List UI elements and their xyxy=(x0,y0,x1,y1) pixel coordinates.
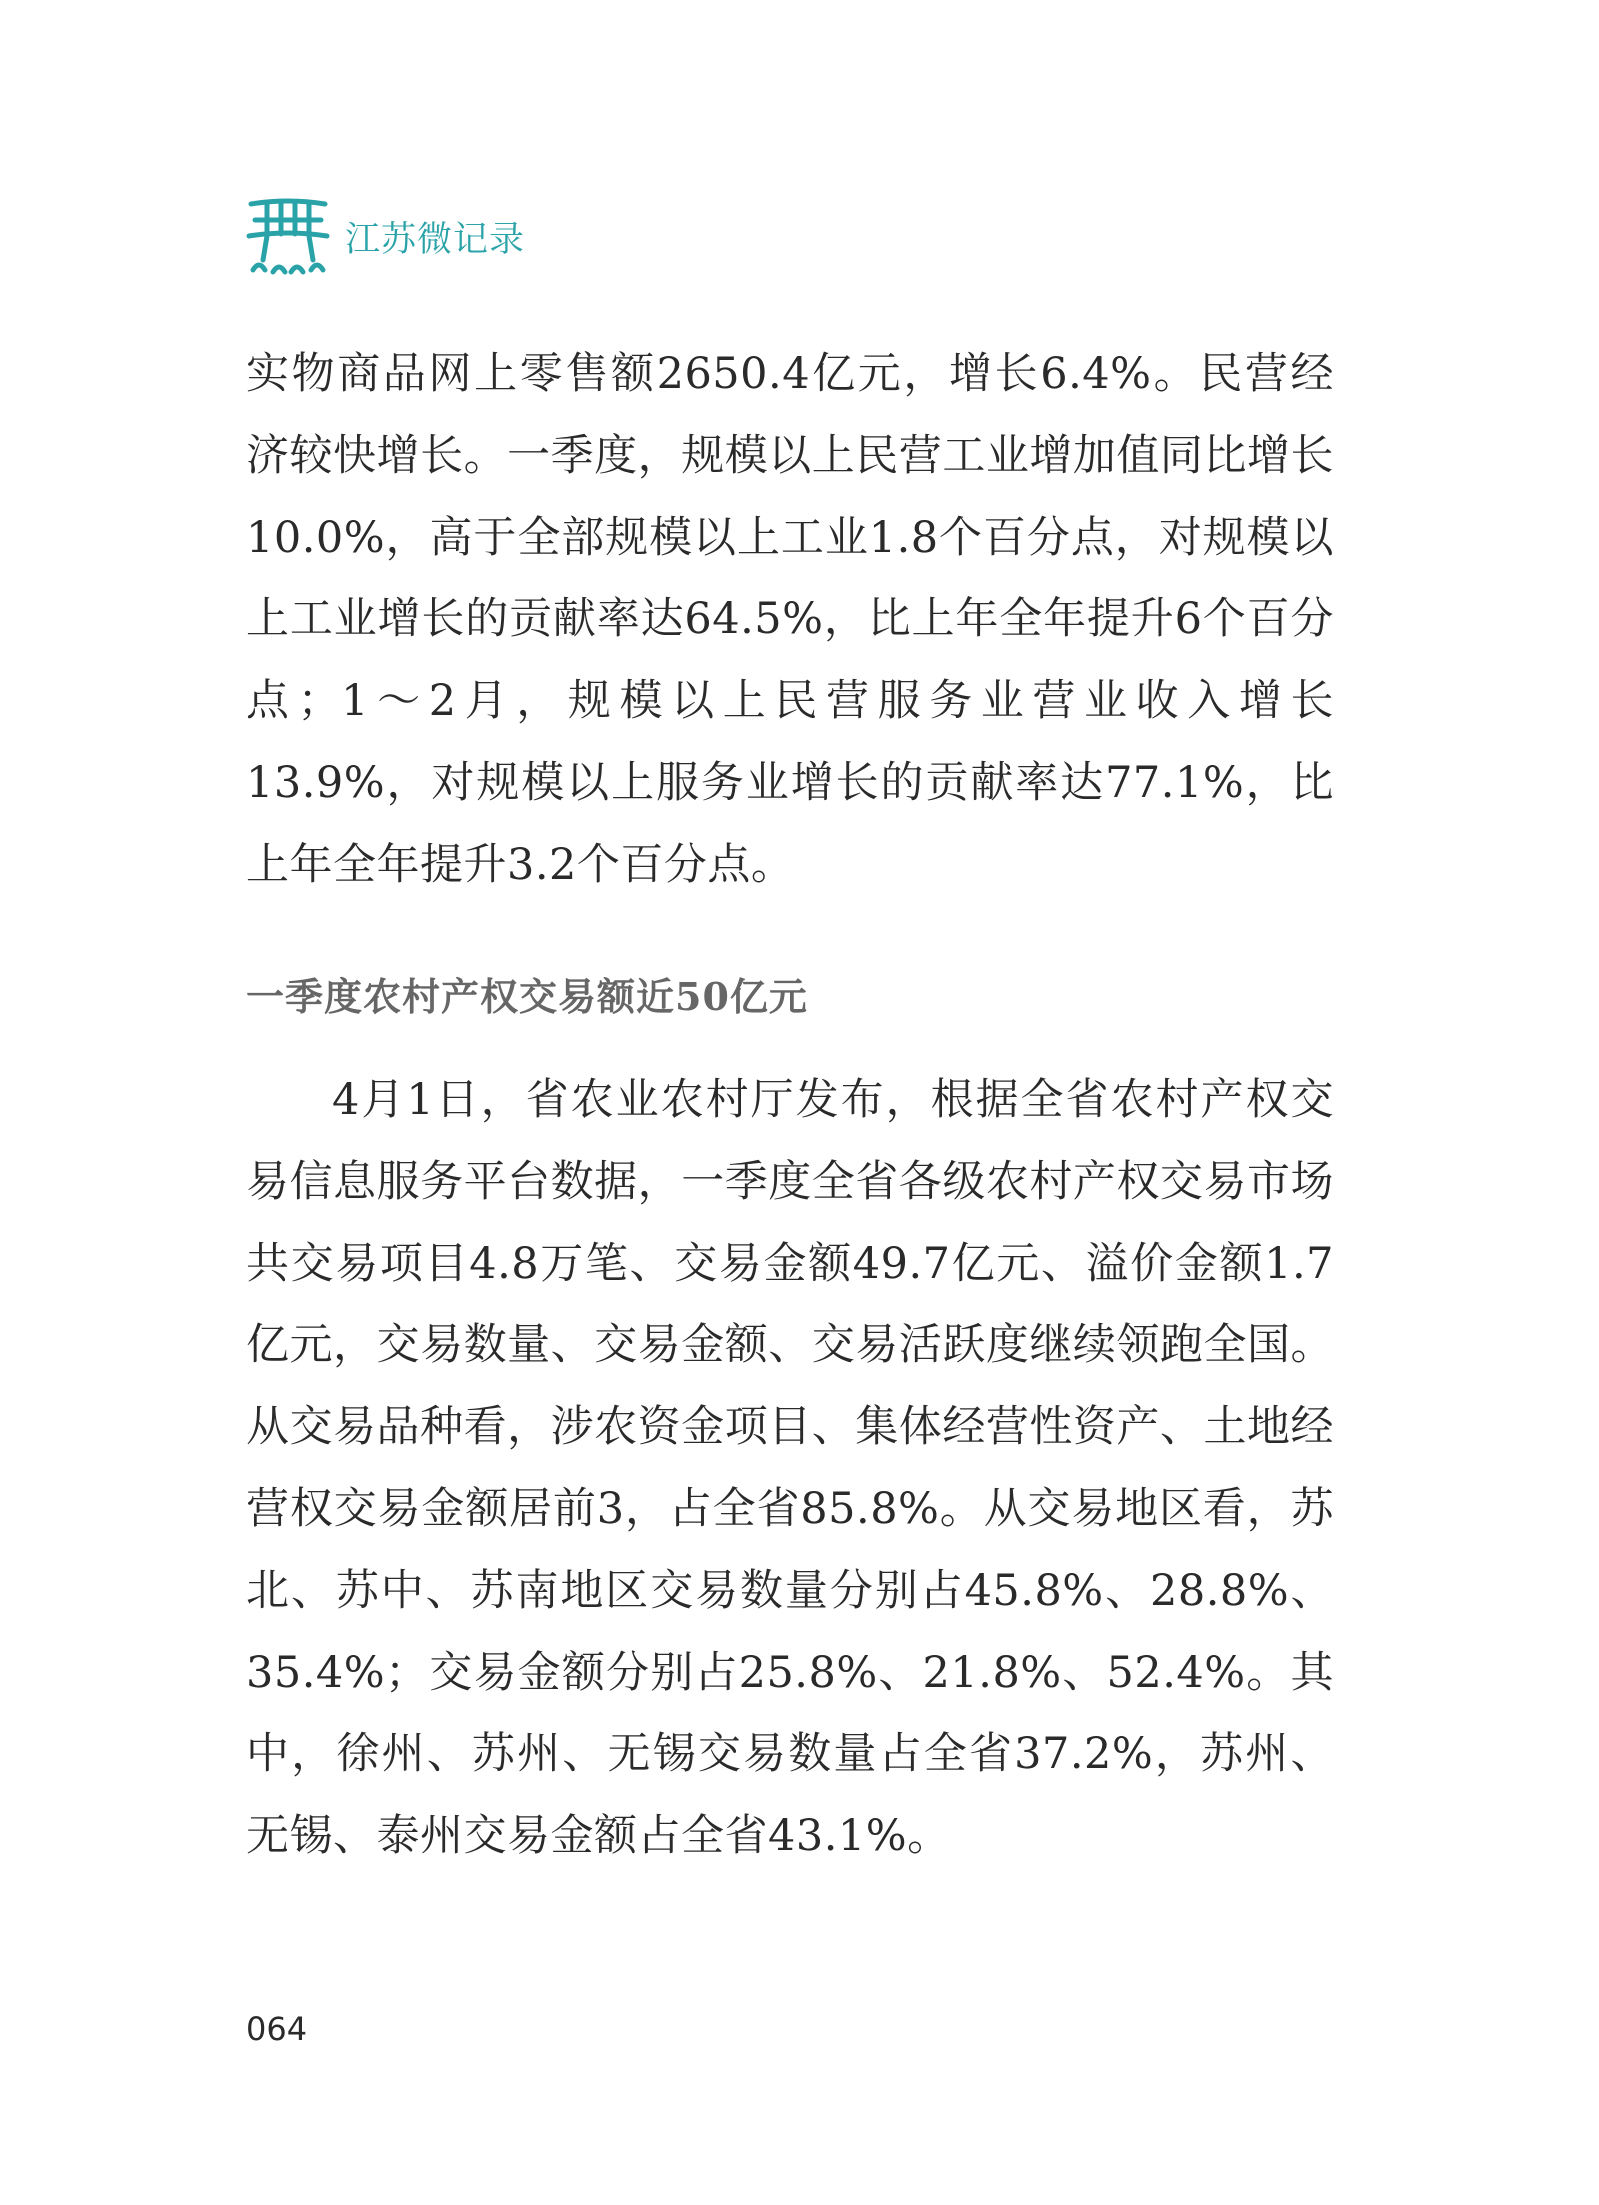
section-heading: 一季度农村产权交易额近50亿元 xyxy=(246,974,808,1019)
paragraph-rural-property: 4月1日，省农业农村厅发布，根据全省农村产权交易信息服务平台数据，一季度全省各级农村产权交易市场共交易项目4.8万笔、交易金额49.7亿元、溢价金额1.7亿元，交易数量、交易金额、交易活跃度继续领跑全国。从交易品种看，涉农资金项目、集体经营性资产、土地经营权交易金额居前3，占全省85.8%。从交易地区看，苏北、苏中、苏南地区交易数量分别占45.8%、28.8%、35.4%；交易金额分别占25.8%、21.8%、52.4%。其中，徐州、苏州、无锡交易数量占全省37.2%，苏州、无锡、泰州交易金额占全省43.1%。 xyxy=(246,1075,1334,1862)
brand-title: 江苏微记录 xyxy=(345,220,526,260)
page-number: 064 xyxy=(246,2010,308,2048)
page-header xyxy=(245,188,525,280)
paragraph-economy: 实物商品网上零售额2650.4亿元，增长6.4%。民营经济较快增长。一季度，规模以上民营工业增加值同比增长10.0%，高于全部规模以上工业1.8个百分点，对规模以上工业增长的贡献率达64.5%，比上年全年提升6个百分点；1～2月，规模以上民营服务业营业收入增长13.9%，对规模以上服务业增长的贡献率达77.1%，比上年全年提升3.2个百分点。 xyxy=(246,349,1334,890)
jiangsu-logo-icon xyxy=(245,190,331,278)
